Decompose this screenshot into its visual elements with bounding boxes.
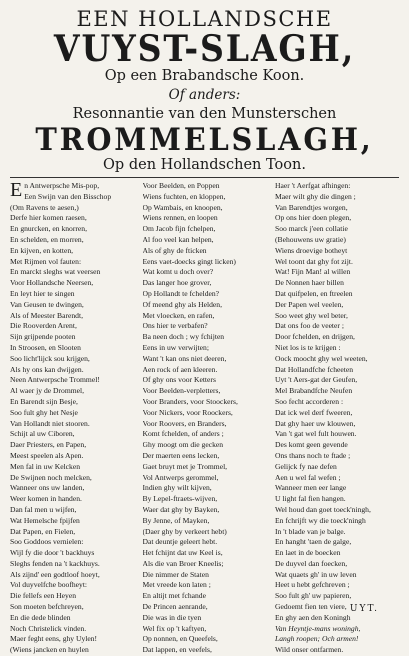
poem-line: (Om Ravens te aesen,) <box>10 202 79 212</box>
title-line-2: VUYST-SLAGH, <box>53 28 356 70</box>
poem-line: Als zijnd' een godtloof hoeyt, <box>10 569 100 579</box>
poem-line: Neen Antwerpsche Trommel! <box>10 375 100 385</box>
poem-line: En schelden, en morren, <box>10 234 84 244</box>
poem-line: Wiens rennen, en loopen <box>142 213 218 223</box>
poem-line: Op Hollandt te fchelden? <box>142 288 220 298</box>
poem-line: Met vreede kon laten ; <box>142 580 211 590</box>
poem-line: Aen rock of aen kleeren. <box>142 364 218 374</box>
poem-line: Dat ghy haer uw klouwen, <box>275 418 356 428</box>
poem-line: Der Papen wel veelen, <box>275 299 344 309</box>
poem-line: Indien ghy wilt kijven, <box>142 483 212 493</box>
poem-line: Als hy ons kan dwijgen. <box>10 364 84 374</box>
poem-line: Soo fult gh' uw papieren, <box>275 591 352 601</box>
poem-line: Dan fal men u wijfen, <box>10 504 77 514</box>
poem-line: By Lepel-ftraets-wijven, <box>142 494 218 504</box>
poem-line: Dat ick wel derf fweeren, <box>275 407 353 417</box>
poem-line: Wat quaets gh' in uw leven <box>275 569 357 579</box>
poem-line: Vol duyvelfche boofheyt: <box>10 580 88 590</box>
poem-line: Voor Beelden, en Poppen <box>142 181 220 190</box>
poem-line: In 't blade van je balge. <box>275 526 346 536</box>
poem-line: Van 't gat wel fult houwen. <box>275 429 357 439</box>
poem-line: Want 't kan ons niet deeren, <box>142 353 227 363</box>
poem-line: Gedoemt fien ten viere, <box>275 602 347 612</box>
poem-line: En kijven, en kotten, <box>10 245 74 255</box>
poem-line: Langh roopen; Och armen! <box>275 634 359 644</box>
poem-line: En altijt met fchande <box>142 591 206 601</box>
poem-line: Oock moocht ghy wel weeten, <box>275 353 368 363</box>
poem-column-1 <box>10 181 134 656</box>
poem-line: Voor Hollandsche Neersen, <box>10 278 94 288</box>
poem-line: Soo licht'lijck sou krijgen, <box>10 353 90 363</box>
poem-line: Mel Brabandfche Neufen <box>275 386 353 396</box>
title-line-6: TROMMELSLAGH, <box>35 122 374 158</box>
poem-line: De Princen aenrande, <box>142 602 208 612</box>
poem-line: By Jenne, of Mayken, <box>142 515 210 525</box>
poem-line: Waer dat ghy by Bayken, <box>142 504 220 514</box>
poem-line: En leyt hier te singen <box>10 288 75 298</box>
poem-line: Sleghs fenden na 't kackhuys. <box>10 558 100 568</box>
poem-line: Ghy moogt om die gecken <box>142 440 224 450</box>
poem-line: Wel houd dan goet toeck'ningh, <box>275 504 371 514</box>
poem-line: Voor Nickers, voor Roockers, <box>142 407 233 417</box>
title-rule <box>10 177 399 178</box>
poem-line: Heet u hebt gefchreven ; <box>275 580 350 590</box>
poem-line: Dat Hollandfche fcheeten <box>275 364 354 374</box>
poem-line: Schijt al uw Ciboren, <box>10 429 75 439</box>
poem-line: Dat Papen, en Fielen, <box>10 526 76 536</box>
poem-line: Weer komen in handen. <box>10 494 82 504</box>
poem-line: (Wiens jancken en huylen <box>10 645 89 655</box>
poem-line: De duyvel dan foecken, <box>275 558 348 568</box>
poem-line: Voor Beelden-verpletters, <box>142 386 221 396</box>
poem-line: Wiens droevige botheyt <box>275 245 348 255</box>
poem-line: Het fchijnt dat uw Keel is, <box>142 548 223 558</box>
poem-line: (Behouwens uw gratie) <box>275 234 346 244</box>
poem-line: Met Rijmen vol fauten: <box>10 256 82 266</box>
poem-line: Van Hollandt niet stooren. <box>10 418 90 428</box>
poem-line: Derfe hier komen raesen, <box>10 213 87 223</box>
poem-line: Wanneer men eer lange <box>275 483 347 493</box>
poem-line: En fchrijft wy die toeck'ningh <box>275 515 366 525</box>
title-line-4: Of anders: <box>168 87 241 103</box>
poem-line: Door fchelden, en drijgen, <box>275 332 355 342</box>
poem-line: Uyt 't Aers-gat der Geufen, <box>275 375 358 385</box>
poem-line: Als die van Broer Kneelis; <box>142 558 224 568</box>
poem-line: Meest speelen als Apen. <box>10 450 84 460</box>
poem-line: Ons hier te verbafen? <box>142 321 208 331</box>
poem-line: Wijl fy die door 't backhuys <box>10 548 95 558</box>
poem-column-3 <box>275 181 399 656</box>
poem-line: Vol Antwerps gerommel, <box>142 472 219 482</box>
poem-line: Op ons hier doen plegen, <box>275 213 352 223</box>
poem-line: Op Wambais, en knoopen, <box>142 202 223 212</box>
poem-line: Wat! Fijn Man! al willen <box>275 267 351 277</box>
poem-line: Soo fult ghy het Nesje <box>10 407 78 417</box>
poem-line: De Swijnen noch melcken, <box>10 472 92 482</box>
poem-line: Dat quifpelen, en ftreelen <box>275 288 353 298</box>
poem-line: Wel fix op 't kaftyen, <box>142 623 207 633</box>
poem-line: Ons thans noch te ftade ; <box>275 450 351 460</box>
poem-line: Komt fchelden, of anders ; <box>142 429 224 439</box>
poem-line: U light fal fien hangen. <box>275 494 346 504</box>
poem-line: Sijn grijpende pooten <box>10 332 76 342</box>
poem-line: Die Rooverden Arent, <box>10 321 77 331</box>
poem-line: Of meend ghy als Helden, <box>142 299 223 309</box>
poem-line: Son moeten befchreyen, <box>10 602 84 612</box>
end-mark: UYT. <box>349 604 379 614</box>
poem-line: (Daer ghy by verkeert hebt) <box>142 526 227 536</box>
poem-line: Die fellefs een Heyen <box>10 591 76 601</box>
poem-line: Gaet bruyt met je Trommel, <box>142 461 228 471</box>
poem-columns <box>10 181 399 656</box>
poem-line: Op nonnen, en Queefels, <box>142 634 218 644</box>
poem-line: En laet in de boecken <box>275 548 341 558</box>
poem-line: Dat ons foo de veeter ; <box>275 321 344 331</box>
poem-line: Aen u wel fal wefen ; <box>275 472 341 482</box>
poem-line: Soo marck j'een collatie <box>275 224 348 234</box>
poem-line: Daer Priesters, en Papen, <box>10 440 87 450</box>
title-line-7: Op den Hollandschen Toon. <box>103 157 306 173</box>
poem-line: Soo Goddoos vernielen: <box>10 537 84 547</box>
poem-line: En hanght 'taen de galge, <box>275 537 352 547</box>
poem-line: Die nimmer de Staten <box>142 569 209 579</box>
poem-line: Maer feght eens, ghy Uylen! <box>10 634 98 644</box>
title-line-5: Resonnantie van den Munsterschen <box>72 106 337 122</box>
poem-line: Wanneer ons uw landen, <box>10 483 85 493</box>
poem-line: Eens vaet-doecks gingt licken) <box>142 256 236 266</box>
poem-line: Dat lappen, en veefels, <box>142 645 212 655</box>
poem-line: Met vloecken, en rafen, <box>142 310 215 320</box>
poem-line: Dat deuntje geleert hebt. <box>142 537 218 547</box>
poem-line: Soo weet ghy wel beter, <box>275 310 348 320</box>
poem-line: Die was in die tyen <box>142 612 202 622</box>
poem-line: Wat komt u doch over? <box>142 267 214 277</box>
poem-column-2 <box>143 181 267 656</box>
poem-line: Een Swijn van den Bisschop <box>24 191 112 201</box>
poem-line: Al foo veel kan helpen, <box>142 234 214 244</box>
poem-line: Van Barendtjes worgen, <box>275 202 348 212</box>
poem-line: Voor Branders, voor Stoockers, <box>142 396 238 406</box>
poem-line: En Barendt sijn Besje, <box>10 396 78 406</box>
poem-line: Das langer hoe grover, <box>142 278 212 288</box>
poem-line: Voor Roovers, en Branders, <box>142 418 227 428</box>
poem-line: Men fal in uw Kelcken <box>10 461 81 471</box>
poem-line: Ba neen doch ; wy fchijten <box>142 332 225 342</box>
poem-line: Noch Christelick vinden. <box>10 623 87 633</box>
poem-line: Wiens fuchten, en kloppen, <box>142 191 226 201</box>
poem-line: Als of ghy de fticken <box>142 245 207 255</box>
poem-line: Haer 't Aerfgat afhingen: <box>275 181 351 190</box>
poem-line: En ghy aen den Koningh <box>275 612 351 622</box>
poem-line: Des komt geen gevende <box>275 440 348 450</box>
poem-line: Als of Meester Barendt, <box>10 310 83 320</box>
poem-line: En marckt sleghs wat veersen <box>10 267 101 277</box>
poem-line: En die dede blinden <box>10 612 71 622</box>
poem-line: Wild onser ontfarmen. <box>275 645 344 655</box>
poem-line: Eens in uw verwijten; <box>142 342 209 352</box>
title-line-3: Op een Brabandsche Koon. <box>104 68 305 84</box>
poem-line: Van Heyntje-mans woningh, <box>275 623 361 633</box>
poem-line: Maer wilt ghy die dingen ; <box>275 191 356 201</box>
poem-line: Soo fecht accorderen : <box>275 396 344 406</box>
poem-line: In Stroosen, en Slooten <box>10 342 81 352</box>
poem-line: Wel toont dat ghy fot zijt. <box>275 256 353 266</box>
poem-line: Of ghy ons voor Ketters <box>142 375 216 385</box>
poem-line: De Nonnen haer billen <box>275 278 344 288</box>
poem-line: Der maerten eens lecken, <box>142 450 220 460</box>
poem-line: En gnurcken, en knorren, <box>10 224 87 234</box>
title-line-1: EEN HOLLANDSCHE <box>76 7 333 31</box>
poem-line: En Antwerpsche Mis-pop, <box>10 181 100 201</box>
poem-line: Wat Hemelsche fpijfen <box>10 515 80 525</box>
poem-line: Gelijck fy nae defen <box>275 461 337 471</box>
poem-line: Van Geusen te dwingen, <box>10 299 84 309</box>
poem-line: Om Jacob fijn fchelpen, <box>142 224 216 234</box>
poem-line: Niet los is te krijgen : <box>275 342 341 352</box>
poem-line: Al waer jy de Drommel, <box>10 386 85 396</box>
